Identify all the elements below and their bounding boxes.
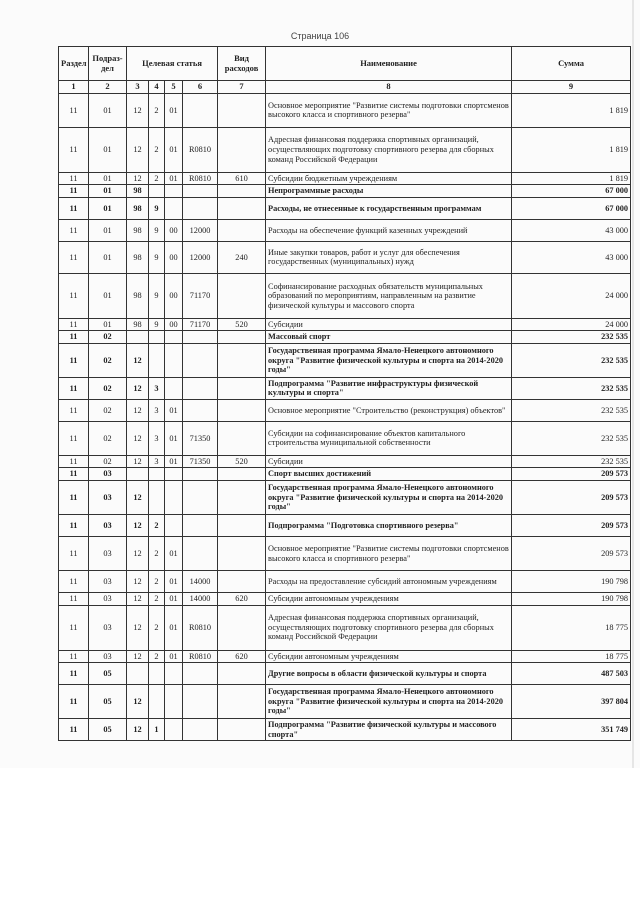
cell-direction bbox=[183, 399, 218, 421]
cell-podrazdel: 02 bbox=[89, 399, 127, 421]
cell-summa: 209 573 bbox=[512, 468, 631, 481]
cell-summa: 18 775 bbox=[512, 605, 631, 650]
cell-razdel: 11 bbox=[59, 343, 89, 377]
cell-measure bbox=[165, 685, 183, 719]
table-row bbox=[59, 421, 631, 455]
cell-summa: 24 000 bbox=[512, 273, 631, 318]
cell-subprogram: 2 bbox=[149, 515, 165, 537]
cell-program: 12 bbox=[127, 455, 149, 468]
cell-summa: 232 535 bbox=[512, 377, 631, 399]
cell-program: 12 bbox=[127, 650, 149, 663]
budget-table bbox=[58, 46, 631, 741]
cell-subprogram: 2 bbox=[149, 593, 165, 606]
cell-podrazdel: 03 bbox=[89, 650, 127, 663]
col-number: 8 bbox=[266, 81, 512, 94]
cell-direction bbox=[183, 719, 218, 741]
cell-measure: 00 bbox=[165, 273, 183, 318]
cell-vid-rashodov bbox=[218, 197, 266, 219]
cell-naimenovanie: Иные закупки товаров, работ и услуг для обеспечения государственных (муниципальных) нужд bbox=[266, 241, 512, 273]
cell-vid-rashodov bbox=[218, 605, 266, 650]
cell-razdel: 11 bbox=[59, 650, 89, 663]
cell-direction bbox=[183, 685, 218, 719]
cell-razdel: 11 bbox=[59, 172, 89, 185]
cell-vid-rashodov bbox=[218, 331, 266, 344]
cell-direction bbox=[183, 377, 218, 399]
cell-direction: 12000 bbox=[183, 241, 218, 273]
cell-razdel: 11 bbox=[59, 663, 89, 685]
cell-summa: 232 535 bbox=[512, 421, 631, 455]
cell-direction: 12000 bbox=[183, 219, 218, 241]
cell-podrazdel: 03 bbox=[89, 481, 127, 515]
cell-program: 12 bbox=[127, 605, 149, 650]
cell-razdel: 11 bbox=[59, 127, 89, 172]
cell-podrazdel: 05 bbox=[89, 719, 127, 741]
cell-razdel: 11 bbox=[59, 685, 89, 719]
cell-subprogram: 2 bbox=[149, 571, 165, 593]
header-naimenovanie: Наименование bbox=[266, 47, 512, 81]
cell-measure bbox=[165, 515, 183, 537]
cell-measure: 01 bbox=[165, 650, 183, 663]
page-edge-shadow bbox=[632, 0, 634, 768]
cell-subprogram: 3 bbox=[149, 455, 165, 468]
table-row bbox=[59, 219, 631, 241]
cell-razdel: 11 bbox=[59, 185, 89, 198]
col-number: 2 bbox=[89, 81, 127, 94]
cell-program: 12 bbox=[127, 377, 149, 399]
cell-subprogram: 2 bbox=[149, 537, 165, 571]
cell-direction bbox=[183, 343, 218, 377]
cell-subprogram: 9 bbox=[149, 219, 165, 241]
table-row bbox=[59, 719, 631, 741]
cell-razdel: 11 bbox=[59, 537, 89, 571]
cell-direction bbox=[183, 537, 218, 571]
cell-summa: 487 503 bbox=[512, 663, 631, 685]
table-row bbox=[59, 127, 631, 172]
cell-measure: 00 bbox=[165, 241, 183, 273]
cell-podrazdel: 01 bbox=[89, 219, 127, 241]
cell-podrazdel: 03 bbox=[89, 593, 127, 606]
cell-direction: R0810 bbox=[183, 127, 218, 172]
cell-measure: 01 bbox=[165, 455, 183, 468]
cell-subprogram bbox=[149, 685, 165, 719]
cell-vid-rashodov bbox=[218, 185, 266, 198]
column-numbers-row bbox=[59, 81, 631, 94]
cell-vid-rashodov bbox=[218, 343, 266, 377]
table-row bbox=[59, 377, 631, 399]
cell-razdel: 11 bbox=[59, 197, 89, 219]
cell-measure: 01 bbox=[165, 571, 183, 593]
cell-vid-rashodov bbox=[218, 127, 266, 172]
cell-podrazdel: 01 bbox=[89, 197, 127, 219]
cell-direction bbox=[183, 331, 218, 344]
cell-podrazdel: 05 bbox=[89, 663, 127, 685]
table-row bbox=[59, 273, 631, 318]
cell-podrazdel: 02 bbox=[89, 421, 127, 455]
cell-subprogram bbox=[149, 481, 165, 515]
cell-program: 98 bbox=[127, 318, 149, 331]
col-number: 4 bbox=[149, 81, 165, 94]
cell-podrazdel: 03 bbox=[89, 605, 127, 650]
cell-program: 12 bbox=[127, 172, 149, 185]
cell-vid-rashodov: 610 bbox=[218, 172, 266, 185]
cell-podrazdel: 02 bbox=[89, 377, 127, 399]
table-row bbox=[59, 481, 631, 515]
cell-summa: 351 749 bbox=[512, 719, 631, 741]
cell-program bbox=[127, 663, 149, 685]
cell-naimenovanie: Субсидии автономным учреждениям bbox=[266, 650, 512, 663]
cell-subprogram: 2 bbox=[149, 172, 165, 185]
cell-naimenovanie: Государственная программа Ямало-Ненецкого автономного округа "Развитие физической культуры и спорта на 2014-2020 годы" bbox=[266, 685, 512, 719]
col-number: 3 bbox=[127, 81, 149, 94]
cell-vid-rashodov bbox=[218, 537, 266, 571]
cell-razdel: 11 bbox=[59, 377, 89, 399]
cell-subprogram bbox=[149, 468, 165, 481]
cell-summa: 190 798 bbox=[512, 593, 631, 606]
cell-naimenovanie: Государственная программа Ямало-Ненецкого автономного округа "Развитие физической культуры и спорта на 2014-2020 годы" bbox=[266, 343, 512, 377]
cell-program bbox=[127, 468, 149, 481]
cell-razdel: 11 bbox=[59, 515, 89, 537]
cell-podrazdel: 02 bbox=[89, 455, 127, 468]
cell-naimenovanie: Субсидии bbox=[266, 455, 512, 468]
cell-direction bbox=[183, 93, 218, 127]
cell-subprogram: 3 bbox=[149, 377, 165, 399]
cell-summa: 1 819 bbox=[512, 93, 631, 127]
cell-podrazdel: 01 bbox=[89, 93, 127, 127]
cell-summa: 232 535 bbox=[512, 455, 631, 468]
cell-naimenovanie: Субсидии bbox=[266, 318, 512, 331]
cell-program: 98 bbox=[127, 273, 149, 318]
table-row bbox=[59, 571, 631, 593]
cell-measure: 01 bbox=[165, 172, 183, 185]
cell-program: 12 bbox=[127, 93, 149, 127]
cell-direction: R0810 bbox=[183, 605, 218, 650]
cell-program: 12 bbox=[127, 343, 149, 377]
cell-naimenovanie: Расходы на предоставление субсидий автономным учреждениям bbox=[266, 571, 512, 593]
page-number-label: Страница 106 bbox=[290, 31, 350, 41]
cell-razdel: 11 bbox=[59, 593, 89, 606]
cell-program bbox=[127, 331, 149, 344]
table-row bbox=[59, 197, 631, 219]
cell-razdel: 11 bbox=[59, 468, 89, 481]
cell-direction bbox=[183, 663, 218, 685]
cell-vid-rashodov bbox=[218, 468, 266, 481]
cell-program: 12 bbox=[127, 571, 149, 593]
cell-summa: 1 819 bbox=[512, 127, 631, 172]
cell-naimenovanie: Массовый спорт bbox=[266, 331, 512, 344]
cell-measure bbox=[165, 719, 183, 741]
cell-direction: 71350 bbox=[183, 421, 218, 455]
cell-podrazdel: 01 bbox=[89, 273, 127, 318]
col-number: 1 bbox=[59, 81, 89, 94]
table-row bbox=[59, 650, 631, 663]
cell-measure: 01 bbox=[165, 93, 183, 127]
cell-podrazdel: 01 bbox=[89, 318, 127, 331]
cell-measure bbox=[165, 663, 183, 685]
cell-program: 12 bbox=[127, 481, 149, 515]
cell-program: 12 bbox=[127, 593, 149, 606]
cell-summa: 209 573 bbox=[512, 481, 631, 515]
cell-naimenovanie: Основное мероприятие "Развитие системы подготовки спортсменов высокого класса и спортивного резерва" bbox=[266, 93, 512, 127]
cell-podrazdel: 01 bbox=[89, 172, 127, 185]
cell-measure bbox=[165, 185, 183, 198]
cell-subprogram: 9 bbox=[149, 197, 165, 219]
cell-measure: 01 bbox=[165, 399, 183, 421]
cell-razdel: 11 bbox=[59, 318, 89, 331]
cell-measure bbox=[165, 377, 183, 399]
cell-summa: 232 535 bbox=[512, 399, 631, 421]
cell-direction bbox=[183, 185, 218, 198]
table-row bbox=[59, 593, 631, 606]
cell-naimenovanie: Непрограммные расходы bbox=[266, 185, 512, 198]
cell-subprogram: 9 bbox=[149, 241, 165, 273]
cell-podrazdel: 02 bbox=[89, 331, 127, 344]
cell-measure: 01 bbox=[165, 537, 183, 571]
cell-podrazdel: 02 bbox=[89, 343, 127, 377]
table-row bbox=[59, 685, 631, 719]
table-row bbox=[59, 343, 631, 377]
cell-naimenovanie: Адресная финансовая поддержка спортивных организаций, осуществляющих подготовку спортивного резерва для сборных команд Российской Федерации bbox=[266, 605, 512, 650]
header-summa: Сумма bbox=[512, 47, 631, 81]
cell-program: 12 bbox=[127, 127, 149, 172]
table-row bbox=[59, 663, 631, 685]
cell-measure: 01 bbox=[165, 605, 183, 650]
table-row bbox=[59, 468, 631, 481]
cell-podrazdel: 03 bbox=[89, 571, 127, 593]
cell-razdel: 11 bbox=[59, 273, 89, 318]
cell-razdel: 11 bbox=[59, 93, 89, 127]
cell-naimenovanie: Расходы, не отнесенные к государственным программам bbox=[266, 197, 512, 219]
cell-summa: 209 573 bbox=[512, 537, 631, 571]
cell-summa: 67 000 bbox=[512, 197, 631, 219]
cell-razdel: 11 bbox=[59, 605, 89, 650]
cell-podrazdel: 05 bbox=[89, 685, 127, 719]
cell-vid-rashodov: 520 bbox=[218, 318, 266, 331]
cell-direction bbox=[183, 468, 218, 481]
cell-naimenovanie: Расходы на обеспечение функций казенных учреждений bbox=[266, 219, 512, 241]
cell-vid-rashodov bbox=[218, 719, 266, 741]
table-row bbox=[59, 331, 631, 344]
cell-program: 12 bbox=[127, 685, 149, 719]
cell-measure: 01 bbox=[165, 421, 183, 455]
cell-subprogram: 2 bbox=[149, 650, 165, 663]
cell-direction: 71350 bbox=[183, 455, 218, 468]
cell-program: 12 bbox=[127, 399, 149, 421]
cell-summa: 67 000 bbox=[512, 185, 631, 198]
cell-vid-rashodov bbox=[218, 377, 266, 399]
cell-vid-rashodov bbox=[218, 421, 266, 455]
header-podrazdel: Подраз-дел bbox=[89, 47, 127, 81]
table-row bbox=[59, 185, 631, 198]
table-row bbox=[59, 605, 631, 650]
cell-summa: 232 535 bbox=[512, 343, 631, 377]
cell-vid-rashodov: 620 bbox=[218, 593, 266, 606]
cell-summa: 43 000 bbox=[512, 241, 631, 273]
cell-program: 98 bbox=[127, 185, 149, 198]
cell-program: 12 bbox=[127, 719, 149, 741]
cell-naimenovanie: Субсидии автономным учреждениям bbox=[266, 593, 512, 606]
cell-vid-rashodov bbox=[218, 399, 266, 421]
cell-direction: 71170 bbox=[183, 318, 218, 331]
cell-naimenovanie: Подпрограмма "Развитие физической культуры и массового спорта" bbox=[266, 719, 512, 741]
cell-naimenovanie: Другие вопросы в области физической культуры и спорта bbox=[266, 663, 512, 685]
cell-summa: 209 573 bbox=[512, 515, 631, 537]
cell-subprogram: 3 bbox=[149, 421, 165, 455]
table-row bbox=[59, 455, 631, 468]
cell-program: 98 bbox=[127, 197, 149, 219]
cell-razdel: 11 bbox=[59, 399, 89, 421]
cell-subprogram: 9 bbox=[149, 273, 165, 318]
cell-razdel: 11 bbox=[59, 219, 89, 241]
cell-program: 12 bbox=[127, 421, 149, 455]
cell-naimenovanie: Субсидии бюджетным учреждениям bbox=[266, 172, 512, 185]
cell-subprogram bbox=[149, 343, 165, 377]
cell-measure: 00 bbox=[165, 219, 183, 241]
cell-measure: 00 bbox=[165, 318, 183, 331]
cell-subprogram: 3 bbox=[149, 399, 165, 421]
cell-subprogram: 1 bbox=[149, 719, 165, 741]
cell-vid-rashodov bbox=[218, 685, 266, 719]
cell-measure: 01 bbox=[165, 593, 183, 606]
col-number: 5 bbox=[165, 81, 183, 94]
cell-summa: 232 535 bbox=[512, 331, 631, 344]
cell-vid-rashodov: 240 bbox=[218, 241, 266, 273]
cell-subprogram: 9 bbox=[149, 318, 165, 331]
table-row bbox=[59, 537, 631, 571]
cell-summa: 397 804 bbox=[512, 685, 631, 719]
cell-razdel: 11 bbox=[59, 481, 89, 515]
cell-naimenovanie: Основное мероприятие "Строительство (реконструкция) объектов" bbox=[266, 399, 512, 421]
cell-naimenovanie: Адресная финансовая поддержка спортивных организаций, осуществляющих подготовку спортивного резерва для сборных команд Российской Федерации bbox=[266, 127, 512, 172]
cell-direction bbox=[183, 197, 218, 219]
cell-measure bbox=[165, 343, 183, 377]
cell-vid-rashodov bbox=[218, 481, 266, 515]
cell-program: 12 bbox=[127, 537, 149, 571]
table-row bbox=[59, 399, 631, 421]
cell-subprogram bbox=[149, 185, 165, 198]
cell-program: 98 bbox=[127, 241, 149, 273]
cell-podrazdel: 01 bbox=[89, 241, 127, 273]
table-body bbox=[59, 93, 631, 740]
cell-subprogram bbox=[149, 331, 165, 344]
cell-direction: 71170 bbox=[183, 273, 218, 318]
table-row bbox=[59, 241, 631, 273]
cell-direction: 14000 bbox=[183, 593, 218, 606]
cell-measure bbox=[165, 197, 183, 219]
cell-podrazdel: 03 bbox=[89, 468, 127, 481]
table-row bbox=[59, 172, 631, 185]
cell-subprogram: 2 bbox=[149, 127, 165, 172]
cell-measure bbox=[165, 331, 183, 344]
col-number: 6 bbox=[183, 81, 218, 94]
table-row bbox=[59, 318, 631, 331]
cell-summa: 1 819 bbox=[512, 172, 631, 185]
cell-podrazdel: 03 bbox=[89, 537, 127, 571]
cell-direction: 14000 bbox=[183, 571, 218, 593]
cell-direction: R0810 bbox=[183, 172, 218, 185]
cell-measure: 01 bbox=[165, 127, 183, 172]
cell-vid-rashodov bbox=[218, 515, 266, 537]
cell-vid-rashodov bbox=[218, 571, 266, 593]
cell-measure bbox=[165, 468, 183, 481]
cell-naimenovanie: Подпрограмма "Развитие инфраструктуры физической культуры и спорта" bbox=[266, 377, 512, 399]
cell-vid-rashodov: 620 bbox=[218, 650, 266, 663]
cell-summa: 190 798 bbox=[512, 571, 631, 593]
cell-measure bbox=[165, 481, 183, 515]
cell-summa: 24 000 bbox=[512, 318, 631, 331]
cell-razdel: 11 bbox=[59, 455, 89, 468]
cell-naimenovanie: Софинансирование расходных обязательств муниципальных образований по мероприятиям, направленным на развитие физической культуры и массового спорта bbox=[266, 273, 512, 318]
cell-razdel: 11 bbox=[59, 241, 89, 273]
cell-program: 12 bbox=[127, 515, 149, 537]
cell-summa: 43 000 bbox=[512, 219, 631, 241]
cell-naimenovanie: Субсидии на софинансирование объектов капитального строительства муниципальной собственности bbox=[266, 421, 512, 455]
cell-program: 98 bbox=[127, 219, 149, 241]
header-vid-rashodov: Вид расходов bbox=[218, 47, 266, 81]
cell-summa: 18 775 bbox=[512, 650, 631, 663]
table-row bbox=[59, 515, 631, 537]
cell-podrazdel: 01 bbox=[89, 185, 127, 198]
cell-vid-rashodov bbox=[218, 219, 266, 241]
table-row bbox=[59, 93, 631, 127]
cell-direction: R0810 bbox=[183, 650, 218, 663]
cell-subprogram bbox=[149, 663, 165, 685]
cell-razdel: 11 bbox=[59, 421, 89, 455]
cell-razdel: 11 bbox=[59, 719, 89, 741]
cell-vid-rashodov bbox=[218, 663, 266, 685]
col-number: 7 bbox=[218, 81, 266, 94]
cell-razdel: 11 bbox=[59, 331, 89, 344]
cell-naimenovanie: Основное мероприятие "Развитие системы подготовки спортсменов высокого класса и спортивного резерва" bbox=[266, 537, 512, 571]
cell-subprogram: 2 bbox=[149, 93, 165, 127]
cell-naimenovanie: Спорт высших достижений bbox=[266, 468, 512, 481]
cell-direction bbox=[183, 481, 218, 515]
cell-vid-rashodov bbox=[218, 273, 266, 318]
header-celevaya-statya: Целевая статья bbox=[127, 47, 218, 81]
header-razdel: Раздел bbox=[59, 47, 89, 81]
cell-podrazdel: 03 bbox=[89, 515, 127, 537]
cell-vid-rashodov: 520 bbox=[218, 455, 266, 468]
col-number: 9 bbox=[512, 81, 631, 94]
cell-naimenovanie: Подпрограмма "Подготовка спортивного резерва" bbox=[266, 515, 512, 537]
cell-razdel: 11 bbox=[59, 571, 89, 593]
cell-naimenovanie: Государственная программа Ямало-Ненецкого автономного округа "Развитие физической культуры и спорта на 2014-2020 годы" bbox=[266, 481, 512, 515]
cell-direction bbox=[183, 515, 218, 537]
cell-vid-rashodov bbox=[218, 93, 266, 127]
cell-podrazdel: 01 bbox=[89, 127, 127, 172]
cell-subprogram: 2 bbox=[149, 605, 165, 650]
